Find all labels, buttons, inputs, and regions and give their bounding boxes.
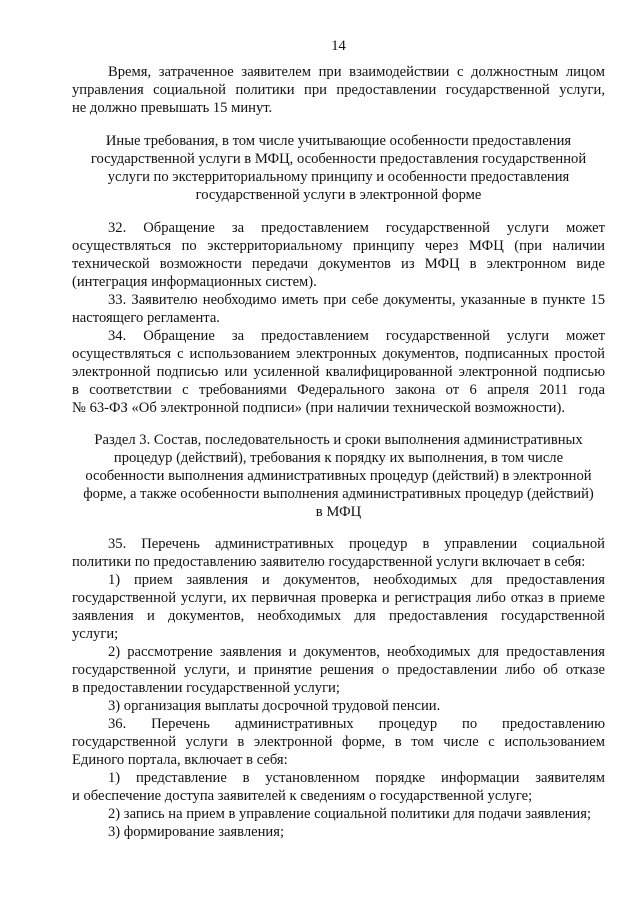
p35-item1-line-3: заявления и документов, необходимых для предоставления государственной xyxy=(72,608,605,624)
p35-item2-line-1: 2) рассмотрение заявления и документов, необходимых для предоставления xyxy=(108,644,605,660)
time-line-2: управления социальной политики при предоставлении государственной услуги, xyxy=(72,82,605,98)
p32-line-4: (интеграция информационных систем). xyxy=(72,274,317,290)
p33-line-2: настоящего регламента. xyxy=(72,310,220,326)
p33-line-1: 33. Заявителю необходимо иметь при себе документы, указанные в пункте 15 xyxy=(108,292,605,308)
p32-line-2: осуществляться по экстерриториальному принципу через МФЦ (при наличии xyxy=(72,238,605,254)
time-line-1: Время, затраченное заявителем при взаимодействии с должностным лицом xyxy=(108,64,605,80)
p36-line-2: государственной услуги в электронной форме, в том числе с использованием xyxy=(72,734,605,750)
p36-item1-line-1: 1) представление в установленном порядке информации заявителям xyxy=(108,770,605,786)
p35-item1-line-4: услуги; xyxy=(72,626,119,642)
section3-heading-line-3: особенности выполнения административных процедур (действий) в электронной xyxy=(85,468,592,484)
p35-line-2: политики по предоставлению заявителю государственной услуги включает в себя: xyxy=(72,554,586,570)
page-number: 14 xyxy=(331,38,346,54)
p36-line-3: Единого портала, включает в себя: xyxy=(72,752,288,768)
p34-line-3: электронной подписью или усиленной квалифицированной электронной подписью xyxy=(72,364,605,380)
p35-item3-line-1: 3) организация выплаты досрочной трудовой пенсии. xyxy=(108,698,441,714)
p35-line-1: 35. Перечень административных процедур в управлении социальной xyxy=(108,536,605,552)
heading-other-line-4: государственной услуги в электронной форме xyxy=(195,187,482,203)
p34-line-4: в соответствии с требованиями Федерального закона от 6 апреля 2011 года xyxy=(72,382,605,398)
section3-heading-line-5: в МФЦ xyxy=(315,504,362,520)
p36-item3-line-1: 3) формирование заявления; xyxy=(108,824,284,840)
p35-item1-line-2: государственной услуги, их первичная проверка и регистрация либо отказ в приеме xyxy=(72,590,605,606)
p36-item2-line-1: 2) запись на прием в управление социальной политики для подачи заявления; xyxy=(108,806,592,822)
p36-item1-line-2: и обеспечение доступа заявителей к сведениям о государственной услуге; xyxy=(72,788,533,804)
p34-line-1: 34. Обращение за предоставлением государственной услуги может xyxy=(108,328,605,344)
section3-heading-line-4: форме, а также особенности выполнения административных процедур (действий) xyxy=(83,486,594,502)
p32-line-1: 32. Обращение за предоставлением государственной услуги может xyxy=(108,220,605,236)
p36-line-1: 36. Перечень административных процедур по предоставлению xyxy=(108,716,605,732)
section3-heading-line-1: Раздел 3. Состав, последовательность и сроки выполнения административных xyxy=(94,432,583,448)
time-line-3: не должно превышать 15 минут. xyxy=(72,100,273,116)
p35-item1-line-1: 1) прием заявления и документов, необходимых для предоставления xyxy=(108,572,605,588)
p35-item2-line-3: в предоставлении государственной услуги; xyxy=(72,680,340,696)
p34-line-2: осуществляться с использованием электронных документов, подписанных простой xyxy=(72,346,605,362)
heading-other-line-2: государственной услуги в МФЦ, особенности предоставления государственной xyxy=(90,151,587,167)
p34-line-5: № 63-ФЗ «Об электронной подписи» (при наличии технической возможности). xyxy=(72,400,565,416)
p32-line-3: технической возможности передачи документов из МФЦ в электронном виде xyxy=(72,256,605,272)
heading-other-line-1: Иные требования, в том числе учитывающие особенности предоставления xyxy=(105,133,572,149)
p35-item2-line-2: государственной услуги, и принятие решения о предоставлении либо об отказе xyxy=(72,662,605,678)
section3-heading-line-2: процедур (действий), требования к порядку их выполнения, в том числе xyxy=(113,450,564,466)
heading-other-line-3: услуги по экстерриториальному принципу и особенности предоставления xyxy=(107,169,570,185)
